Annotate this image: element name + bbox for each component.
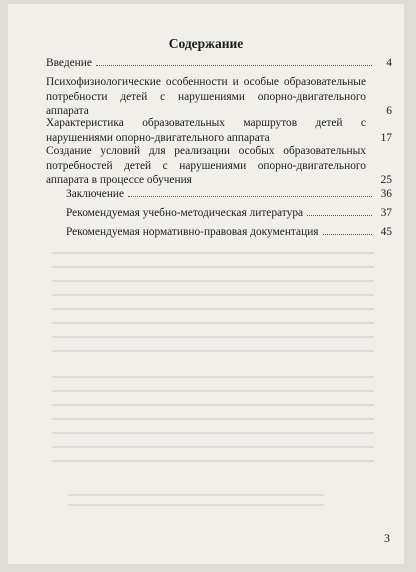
dot-leader [128,196,372,197]
toc-entry-page: 36 [380,188,392,200]
toc-entry-page: 45 [380,226,392,238]
toc-entry-conclusion[interactable] [66,187,392,202]
toc-entry-page: 25 [380,174,392,186]
toc-entry-page: 17 [380,131,392,144]
dot-leader [323,234,372,235]
toc-entry-title: Рекомендуемая нормативно-правовая документация [66,226,319,238]
toc-entry-title: Введение [46,57,92,69]
toc-entry-title: Создание условий для реализации особых образовательных потребностей детей с нарушениями опорно-двигательного аппарата в процессе обучения [46,145,366,186]
toc-entry-title: Заключение [66,188,125,200]
toc-entry-intro[interactable] [46,56,392,71]
toc-entry-psychophysiology[interactable] [46,75,392,119]
toc-entry-conditions[interactable] [46,144,392,188]
toc-heading: Содержание [168,36,244,51]
dot-leader [96,65,372,66]
page-number: 3 [384,531,390,545]
toc-entry-regulations[interactable] [66,225,392,240]
toc-entry-page: 6 [386,105,392,117]
toc-entry-page: 37 [380,207,392,219]
dot-leader [307,215,372,216]
toc-entry-literature[interactable] [66,206,392,221]
toc-entry-title: Характеристика образовательных маршрутов детей с нарушениями опорно-двигательного аппарата [46,117,366,144]
toc-entry-page: 4 [386,57,392,69]
book-page [8,4,404,564]
toc-entry-title: Психофизиологические особенности и особые образовательные потребности детей с нарушениями опорно-двигательного аппарата [46,76,366,117]
toc-entry-title: Рекомендуемая учебно-методическая литература [66,207,304,219]
toc-entry-routes[interactable] [46,116,392,145]
